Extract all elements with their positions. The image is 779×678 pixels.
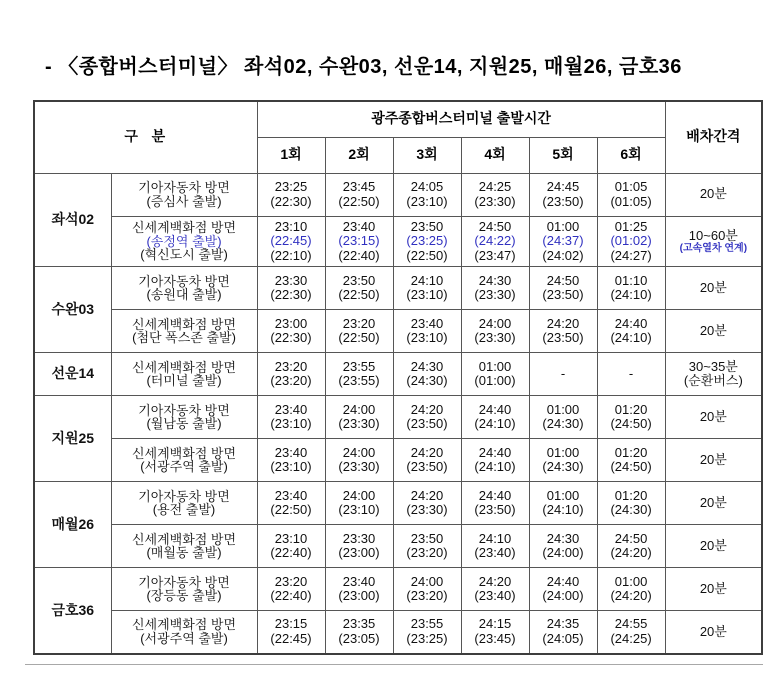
cell-line: (22:50) bbox=[270, 502, 312, 518]
time-cell bbox=[393, 173, 461, 216]
interval-cell bbox=[665, 396, 762, 439]
time-cell bbox=[461, 216, 529, 267]
cell-line: 24:30 bbox=[478, 272, 512, 288]
cell-line: 24:10 bbox=[410, 272, 444, 288]
time-cell bbox=[325, 439, 393, 482]
cell-line: 23:40 bbox=[274, 444, 308, 460]
time-cell bbox=[461, 568, 529, 611]
cell-line: 23:10 bbox=[274, 218, 308, 234]
direction-cell bbox=[111, 353, 257, 396]
interval-header-cell: 배차간격 bbox=[665, 101, 762, 173]
interval-cell bbox=[665, 173, 762, 216]
cell-line: 24:40 bbox=[478, 444, 512, 460]
cell-line: (24:10) bbox=[474, 459, 516, 475]
time-cell bbox=[597, 396, 665, 439]
cell-line: 신세계백화점 방면 bbox=[131, 617, 237, 633]
time-cell bbox=[393, 267, 461, 310]
cell-line: 10~60분 bbox=[688, 227, 738, 243]
time-cell bbox=[393, 396, 461, 439]
cell-line: (24:10) bbox=[542, 502, 584, 518]
cell-line: (22:50) bbox=[338, 193, 380, 209]
cell-line: 23:30 bbox=[274, 272, 308, 288]
cell-line: (23:10) bbox=[406, 287, 448, 303]
cell-line: 23:20 bbox=[342, 315, 376, 331]
time-cell bbox=[325, 173, 393, 216]
time-cell bbox=[257, 173, 325, 216]
cell-line: 24:20 bbox=[410, 401, 444, 417]
cell-line: 20분 bbox=[699, 580, 727, 596]
category-header-cell: 구 분 bbox=[34, 101, 257, 173]
cell-line: (24:00) bbox=[542, 588, 584, 604]
cell-line: 24:10 bbox=[478, 530, 512, 546]
timetable-row bbox=[34, 482, 762, 525]
time-cell bbox=[393, 216, 461, 267]
time-cell bbox=[325, 482, 393, 525]
cell-line: (01:00) bbox=[474, 373, 516, 389]
cell-line: (23:10) bbox=[406, 330, 448, 346]
cell-line: 20분 bbox=[699, 537, 727, 553]
cell-line: 20분 bbox=[699, 623, 727, 639]
cell-line: (23:10) bbox=[270, 459, 312, 475]
cell-line: (23:50) bbox=[542, 330, 584, 346]
cell-line: (23:50) bbox=[474, 502, 516, 518]
cell-line: 01:00 bbox=[546, 444, 580, 460]
cell-line: 23:00 bbox=[274, 315, 308, 331]
route-cell: 매월26 bbox=[34, 482, 111, 568]
cell-line: 23:55 bbox=[410, 616, 444, 632]
interval-cell bbox=[665, 353, 762, 396]
cell-line: (23:00) bbox=[338, 588, 380, 604]
time-cell bbox=[325, 525, 393, 568]
cell-line: (23:50) bbox=[542, 287, 584, 303]
timetable-row bbox=[34, 611, 762, 654]
cell-line: (24:00) bbox=[542, 545, 584, 561]
cell-line: (24:30) bbox=[406, 373, 448, 389]
time-cell bbox=[393, 525, 461, 568]
cell-line: (24:05) bbox=[542, 630, 584, 646]
cell-line: 24:20 bbox=[546, 315, 580, 331]
time-cell bbox=[325, 216, 393, 267]
cell-line: 23:35 bbox=[342, 616, 376, 632]
cell-line: (24:30) bbox=[542, 459, 584, 475]
cell-line: (23:10) bbox=[270, 416, 312, 432]
cell-line: 01:00 bbox=[614, 573, 648, 589]
cell-line: 20분 bbox=[699, 494, 727, 510]
bottom-divider bbox=[25, 664, 763, 665]
route-cell: 선운14 bbox=[34, 353, 111, 396]
cell-line: (송정역 출발) bbox=[146, 233, 222, 249]
time-cell bbox=[529, 173, 597, 216]
cell-line: (24:27) bbox=[610, 247, 652, 263]
cell-line: 01:20 bbox=[614, 487, 648, 503]
direction-cell bbox=[111, 396, 257, 439]
cell-line: (23:30) bbox=[338, 459, 380, 475]
cell-line: 23:50 bbox=[342, 272, 376, 288]
cell-line: 01:05 bbox=[614, 178, 648, 194]
cell-line: 23:10 bbox=[274, 530, 308, 546]
time-cell bbox=[393, 310, 461, 353]
cell-line: (24:50) bbox=[610, 459, 652, 475]
trip-column-header: 2회 bbox=[325, 137, 393, 173]
cell-line: (23:50) bbox=[406, 459, 448, 475]
cell-line: 24:35 bbox=[546, 616, 580, 632]
cell-line: 01:20 bbox=[614, 401, 648, 417]
cell-line: (24:10) bbox=[610, 287, 652, 303]
cell-line: (23:20) bbox=[406, 588, 448, 604]
time-cell bbox=[257, 439, 325, 482]
cell-line: 01:00 bbox=[546, 401, 580, 417]
cell-line: 01:00 bbox=[546, 487, 580, 503]
cell-line: (23:45) bbox=[474, 630, 516, 646]
cell-line: (혁신도시 출발) bbox=[140, 247, 228, 263]
cell-line: (23:30) bbox=[406, 502, 448, 518]
time-cell bbox=[597, 482, 665, 525]
cell-line: (서광주역 출발) bbox=[140, 459, 228, 475]
cell-line: (서광주역 출발) bbox=[140, 630, 228, 646]
time-cell bbox=[325, 310, 393, 353]
time-cell bbox=[461, 439, 529, 482]
trip-column-header: 4회 bbox=[461, 137, 529, 173]
interval-cell bbox=[665, 310, 762, 353]
cell-line: 20분 bbox=[699, 408, 727, 424]
cell-line: (23:50) bbox=[406, 416, 448, 432]
cell-line: (22:30) bbox=[270, 193, 312, 209]
cell-line: (23:20) bbox=[270, 373, 312, 389]
trip-column-header: 1회 bbox=[257, 137, 325, 173]
cell-line: 23:40 bbox=[410, 315, 444, 331]
time-cell bbox=[529, 353, 597, 396]
time-cell bbox=[325, 611, 393, 654]
time-cell bbox=[257, 310, 325, 353]
cell-line: 23:45 bbox=[342, 178, 376, 194]
time-cell bbox=[393, 439, 461, 482]
time-cell bbox=[597, 267, 665, 310]
cell-line: (23:30) bbox=[474, 193, 516, 209]
cell-line: (22:50) bbox=[338, 287, 380, 303]
cell-line: 기아자동차 방면 bbox=[138, 273, 230, 289]
time-cell bbox=[529, 216, 597, 267]
time-cell bbox=[393, 353, 461, 396]
cell-line: 24:20 bbox=[410, 444, 444, 460]
departure-timetable bbox=[33, 100, 763, 655]
cell-line: 23:50 bbox=[410, 530, 444, 546]
cell-line: 20분 bbox=[699, 186, 727, 202]
time-cell bbox=[393, 482, 461, 525]
time-cell bbox=[529, 396, 597, 439]
timetable-row bbox=[34, 353, 762, 396]
cell-line: 23:50 bbox=[410, 218, 444, 234]
direction-cell bbox=[111, 568, 257, 611]
time-cell bbox=[461, 611, 529, 654]
cell-line: (24:37) bbox=[542, 233, 584, 249]
cell-line: (22:10) bbox=[270, 247, 312, 263]
cell-line: (23:25) bbox=[406, 630, 448, 646]
time-cell bbox=[257, 482, 325, 525]
timetable-row bbox=[34, 525, 762, 568]
timetable-row bbox=[34, 568, 762, 611]
cell-line: (24:25) bbox=[610, 630, 652, 646]
direction-cell bbox=[111, 439, 257, 482]
cell-line: (증심사 출발) bbox=[146, 193, 222, 209]
cell-line: (23:47) bbox=[474, 247, 516, 263]
direction-cell bbox=[111, 482, 257, 525]
time-cell bbox=[257, 216, 325, 267]
cell-line: (24:10) bbox=[610, 330, 652, 346]
time-cell bbox=[597, 611, 665, 654]
cell-line: (송원대 출발) bbox=[146, 287, 222, 303]
cell-line: 신세계백화점 방면 bbox=[131, 316, 237, 332]
time-cell bbox=[597, 439, 665, 482]
timetable-body bbox=[34, 173, 762, 654]
time-cell bbox=[393, 568, 461, 611]
cell-line: (고속열차 연계) bbox=[679, 243, 748, 255]
time-cell bbox=[529, 267, 597, 310]
cell-line: (22:45) bbox=[270, 233, 312, 249]
time-cell bbox=[325, 568, 393, 611]
interval-cell bbox=[665, 568, 762, 611]
cell-line: 24:15 bbox=[478, 616, 512, 632]
interval-cell bbox=[665, 611, 762, 654]
cell-line: (23:20) bbox=[406, 545, 448, 561]
timetable-header bbox=[34, 101, 762, 173]
cell-line: (22:40) bbox=[270, 588, 312, 604]
time-cell bbox=[529, 439, 597, 482]
cell-line: 23:40 bbox=[274, 487, 308, 503]
cell-line: 24:50 bbox=[614, 530, 648, 546]
cell-line: 23:40 bbox=[342, 573, 376, 589]
cell-line: 24:50 bbox=[478, 218, 512, 234]
cell-line: 20분 bbox=[699, 279, 727, 295]
cell-line: 24:40 bbox=[614, 315, 648, 331]
route-cell: 수완03 bbox=[34, 267, 111, 353]
time-cell bbox=[461, 396, 529, 439]
cell-line: 24:40 bbox=[478, 487, 512, 503]
cell-line: 01:00 bbox=[546, 218, 580, 234]
time-cell bbox=[529, 611, 597, 654]
cell-line: (24:30) bbox=[542, 416, 584, 432]
cell-line: 20분 bbox=[699, 322, 727, 338]
cell-line: 01:25 bbox=[614, 218, 648, 234]
trip-column-header: 6회 bbox=[597, 137, 665, 173]
time-cell bbox=[325, 396, 393, 439]
time-cell bbox=[257, 611, 325, 654]
route-cell: 금호36 bbox=[34, 568, 111, 654]
cell-line: (22:30) bbox=[270, 330, 312, 346]
time-cell bbox=[461, 173, 529, 216]
trip-column-header: 3회 bbox=[393, 137, 461, 173]
cell-line: 24:55 bbox=[614, 616, 648, 632]
time-cell bbox=[597, 525, 665, 568]
interval-cell bbox=[665, 439, 762, 482]
cell-line: (24:10) bbox=[474, 416, 516, 432]
cell-line: 기아자동차 방면 bbox=[138, 179, 230, 195]
cell-line: (순환버스) bbox=[683, 373, 743, 389]
cell-line: 신세계백화점 방면 bbox=[131, 219, 237, 235]
cell-line: (터미널 출발) bbox=[146, 373, 222, 389]
time-cell bbox=[257, 396, 325, 439]
time-cell bbox=[597, 216, 665, 267]
cell-line: 23:15 bbox=[274, 616, 308, 632]
cell-line: 24:40 bbox=[478, 401, 512, 417]
interval-cell bbox=[665, 267, 762, 310]
cell-line: 24:50 bbox=[546, 272, 580, 288]
timetable-row bbox=[34, 267, 762, 310]
cell-line: 01:20 bbox=[614, 444, 648, 460]
cell-line: (24:20) bbox=[610, 588, 652, 604]
time-cell bbox=[529, 310, 597, 353]
cell-line: 24:20 bbox=[478, 573, 512, 589]
cell-line: (23:30) bbox=[338, 416, 380, 432]
cell-line: 01:10 bbox=[614, 272, 648, 288]
cell-line: (23:25) bbox=[406, 233, 448, 249]
cell-line: (23:00) bbox=[338, 545, 380, 561]
route-cell: 좌석02 bbox=[34, 173, 111, 267]
cell-line: (23:40) bbox=[474, 545, 516, 561]
cell-line: (23:10) bbox=[338, 502, 380, 518]
time-cell bbox=[461, 267, 529, 310]
cell-line: (22:40) bbox=[338, 247, 380, 263]
cell-line: 24:00 bbox=[342, 444, 376, 460]
cell-line: 기아자동차 방면 bbox=[138, 402, 230, 418]
cell-line: (22:45) bbox=[270, 630, 312, 646]
cell-line: 24:00 bbox=[478, 315, 512, 331]
departure-title-cell: 광주종합버스터미널 출발시간 bbox=[257, 101, 665, 137]
cell-line: 24:20 bbox=[410, 487, 444, 503]
cell-line: - bbox=[560, 365, 566, 381]
time-cell bbox=[325, 353, 393, 396]
direction-cell bbox=[111, 611, 257, 654]
cell-line: 24:30 bbox=[546, 530, 580, 546]
cell-line: (24:20) bbox=[610, 545, 652, 561]
page-title: - 〈종합버스터미널〉 좌석02, 수완03, 선운14, 지원25, 매월26, 금호36 bbox=[45, 56, 682, 78]
direction-cell bbox=[111, 216, 257, 267]
time-cell bbox=[257, 353, 325, 396]
cell-line: (용전 출발) bbox=[152, 502, 216, 518]
cell-line: 24:40 bbox=[546, 573, 580, 589]
time-cell bbox=[597, 173, 665, 216]
timetable-row bbox=[34, 310, 762, 353]
time-cell bbox=[529, 525, 597, 568]
route-cell: 지원25 bbox=[34, 396, 111, 482]
cell-line: (01:02) bbox=[610, 233, 652, 249]
time-cell bbox=[325, 267, 393, 310]
cell-line: (22:50) bbox=[338, 330, 380, 346]
cell-line: (23:15) bbox=[338, 233, 380, 249]
cell-line: 30~35분 bbox=[688, 358, 738, 374]
cell-line: - bbox=[628, 365, 634, 381]
cell-line: 신세계백화점 방면 bbox=[131, 445, 237, 461]
cell-line: 신세계백화점 방면 bbox=[131, 531, 237, 547]
cell-line: 23:30 bbox=[342, 530, 376, 546]
time-cell bbox=[461, 353, 529, 396]
time-cell bbox=[597, 353, 665, 396]
cell-line: 24:00 bbox=[342, 487, 376, 503]
cell-line: 23:55 bbox=[342, 358, 376, 374]
header-row-1 bbox=[34, 101, 762, 137]
cell-line: (22:40) bbox=[270, 545, 312, 561]
cell-line: 신세계백화점 방면 bbox=[131, 359, 237, 375]
time-cell bbox=[461, 310, 529, 353]
timetable-row bbox=[34, 396, 762, 439]
cell-line: (23:40) bbox=[474, 588, 516, 604]
cell-line: 23:20 bbox=[274, 573, 308, 589]
cell-line: 24:45 bbox=[546, 178, 580, 194]
cell-line: 23:20 bbox=[274, 358, 308, 374]
cell-line: 24:25 bbox=[478, 178, 512, 194]
cell-line: 기아자동차 방면 bbox=[138, 488, 230, 504]
timetable-row bbox=[34, 439, 762, 482]
cell-line: 24:30 bbox=[410, 358, 444, 374]
cell-line: (24:22) bbox=[474, 233, 516, 249]
cell-line: (01:05) bbox=[610, 193, 652, 209]
direction-cell bbox=[111, 267, 257, 310]
cell-line: (23:55) bbox=[338, 373, 380, 389]
time-cell bbox=[257, 568, 325, 611]
cell-line: (24:50) bbox=[610, 416, 652, 432]
time-cell bbox=[461, 525, 529, 568]
interval-cell bbox=[665, 525, 762, 568]
cell-line: 23:40 bbox=[274, 401, 308, 417]
direction-cell bbox=[111, 173, 257, 216]
cell-line: (24:02) bbox=[542, 247, 584, 263]
cell-line: (24:30) bbox=[610, 502, 652, 518]
time-cell bbox=[257, 525, 325, 568]
cell-line: 24:00 bbox=[410, 573, 444, 589]
direction-cell bbox=[111, 310, 257, 353]
cell-line: (매월동 출발) bbox=[146, 545, 222, 561]
cell-line: 24:05 bbox=[410, 178, 444, 194]
cell-line: (22:50) bbox=[406, 247, 448, 263]
cell-line: (23:30) bbox=[474, 287, 516, 303]
cell-line: (장등동 출발) bbox=[146, 588, 222, 604]
cell-line: (23:10) bbox=[406, 193, 448, 209]
cell-line: (23:05) bbox=[338, 630, 380, 646]
time-cell bbox=[529, 568, 597, 611]
trip-column-header: 5회 bbox=[529, 137, 597, 173]
cell-line: (첨단 폭스존 출발) bbox=[132, 330, 236, 346]
cell-line: 기아자동차 방면 bbox=[138, 574, 230, 590]
timetable-row bbox=[34, 216, 762, 267]
cell-line: (23:30) bbox=[474, 330, 516, 346]
cell-line: 01:00 bbox=[478, 358, 512, 374]
time-cell bbox=[529, 482, 597, 525]
time-cell bbox=[461, 482, 529, 525]
time-cell bbox=[257, 267, 325, 310]
timetable-row bbox=[34, 173, 762, 216]
direction-cell bbox=[111, 525, 257, 568]
cell-line: (월남동 출발) bbox=[146, 416, 222, 432]
cell-line: 23:25 bbox=[274, 178, 308, 194]
cell-line: (22:30) bbox=[270, 287, 312, 303]
time-cell bbox=[597, 310, 665, 353]
interval-cell bbox=[665, 216, 762, 267]
cell-line: 23:40 bbox=[342, 218, 376, 234]
time-cell bbox=[393, 611, 461, 654]
cell-line: 24:00 bbox=[342, 401, 376, 417]
interval-cell bbox=[665, 482, 762, 525]
time-cell bbox=[597, 568, 665, 611]
cell-line: (23:50) bbox=[542, 193, 584, 209]
cell-line: 20분 bbox=[699, 451, 727, 467]
